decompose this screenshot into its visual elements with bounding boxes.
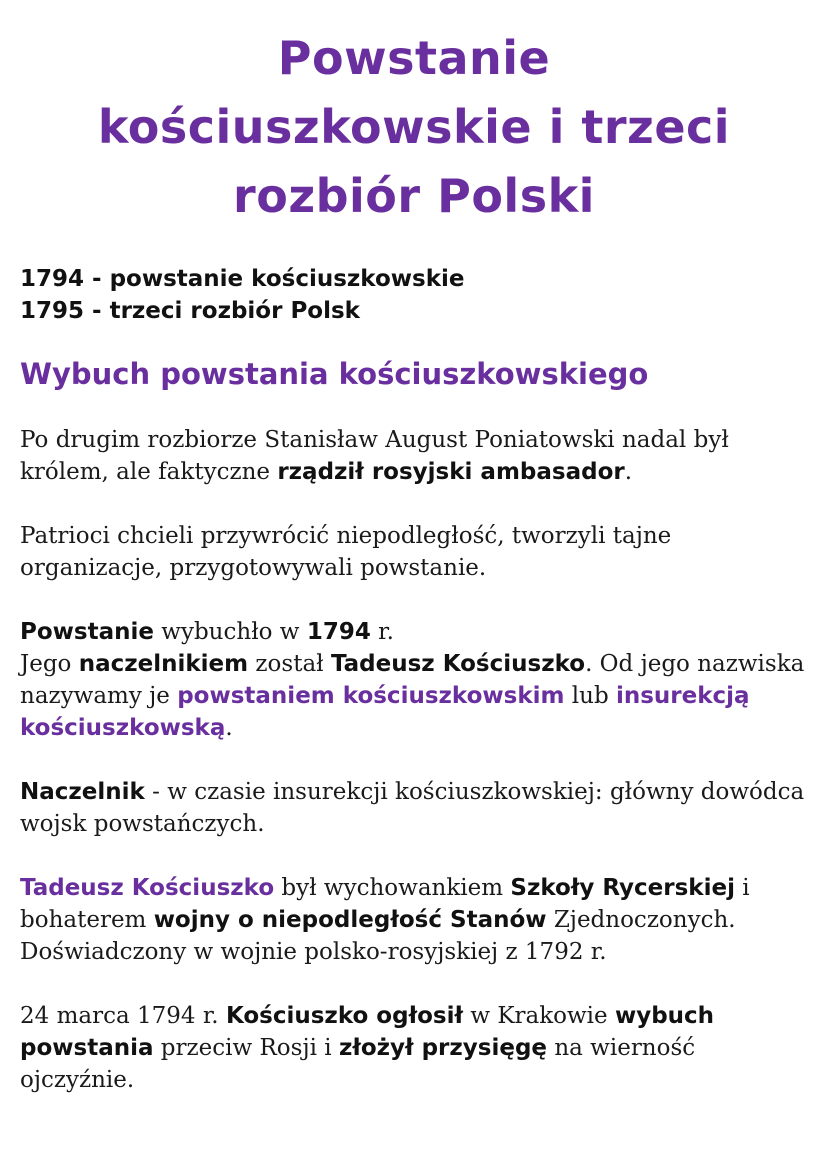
bold-phrase: złożył przysięgę: [338, 1035, 548, 1061]
title-line-2: kościuszkowskie i trzeci: [97, 100, 731, 154]
paragraph-naczelnik-definition: [20, 776, 808, 840]
text: 24 marca 1794 r.: [20, 1003, 226, 1029]
bold-phrase: Powstanie: [20, 619, 154, 645]
text: Patrioci chcieli przywrócić niepodległość, tworzyli tajne organizacje, przygotowywali powstanie.: [20, 523, 672, 581]
bold-phrase: 1794: [306, 619, 371, 645]
date-line-1794: 1794 - powstanie kościuszkowskie: [20, 266, 465, 292]
section-heading: Wybuch powstania kościuszkowskiego: [20, 357, 649, 391]
text: r.: [370, 619, 394, 645]
text: .: [624, 459, 633, 485]
text: . Od jego nazwiska nazywamy je: [20, 651, 805, 709]
date-line-1795: 1795 - trzeci rozbiór Polsk: [20, 298, 360, 324]
title-line-3: rozbiór Polski: [233, 169, 595, 223]
bold-phrase: rządził rosyjski ambasador: [277, 459, 625, 485]
text: na wierność ojczyźnie.: [20, 1035, 696, 1093]
bold-phrase: Szkoły Rycerskiej: [510, 875, 735, 901]
text: wybuchło w: [153, 619, 307, 645]
bold-phrase: wybuch powstania: [20, 1003, 715, 1061]
key-dates: [20, 263, 808, 327]
text: Zjednoczonych. Doświadczony w wojnie polsko-rosyjskiej z 1792 r.: [20, 907, 736, 965]
paragraph-patriots: [20, 520, 808, 584]
text: był wychowankiem: [274, 875, 511, 901]
bold-phrase: Tadeusz Kościuszko: [330, 651, 586, 677]
text: przeciw Rosji i: [153, 1035, 339, 1061]
paragraph-kosciuszko-bio: [20, 872, 808, 968]
text: Jego: [20, 651, 79, 677]
text: - w czasie insurekcji kościuszkowskiej: główny dowódca wojsk powstańczych.: [20, 779, 805, 837]
paragraph-second-partition: [20, 424, 808, 488]
text: Po drugim rozbiorze Stanisław August Poniatowski nadal był królem, ale faktyczne: [20, 427, 729, 485]
highlight-phrase: Tadeusz Kościuszko: [20, 875, 275, 901]
paragraph-uprising: [20, 616, 808, 744]
bold-phrase: wojny o niepodległość Stanów: [153, 907, 547, 933]
text: lub: [564, 683, 616, 709]
highlight-phrase: powstaniem kościuszkowskim: [177, 683, 565, 709]
highlight-phrase: insurekcją kościuszkowską: [20, 683, 750, 741]
paragraph-oath: [20, 1000, 808, 1096]
text: w Krakowie: [463, 1003, 615, 1029]
uprising-line-1: [20, 616, 808, 648]
bold-phrase: Kościuszko ogłosił: [225, 1003, 464, 1029]
title-line-1: Powstanie: [277, 31, 551, 85]
bold-phrase: naczelnikiem: [78, 651, 249, 677]
text: i bohaterem: [20, 875, 750, 933]
bold-term: Naczelnik: [20, 779, 145, 805]
page-title: [20, 24, 808, 231]
text: został: [248, 651, 331, 677]
text: .: [225, 715, 233, 741]
